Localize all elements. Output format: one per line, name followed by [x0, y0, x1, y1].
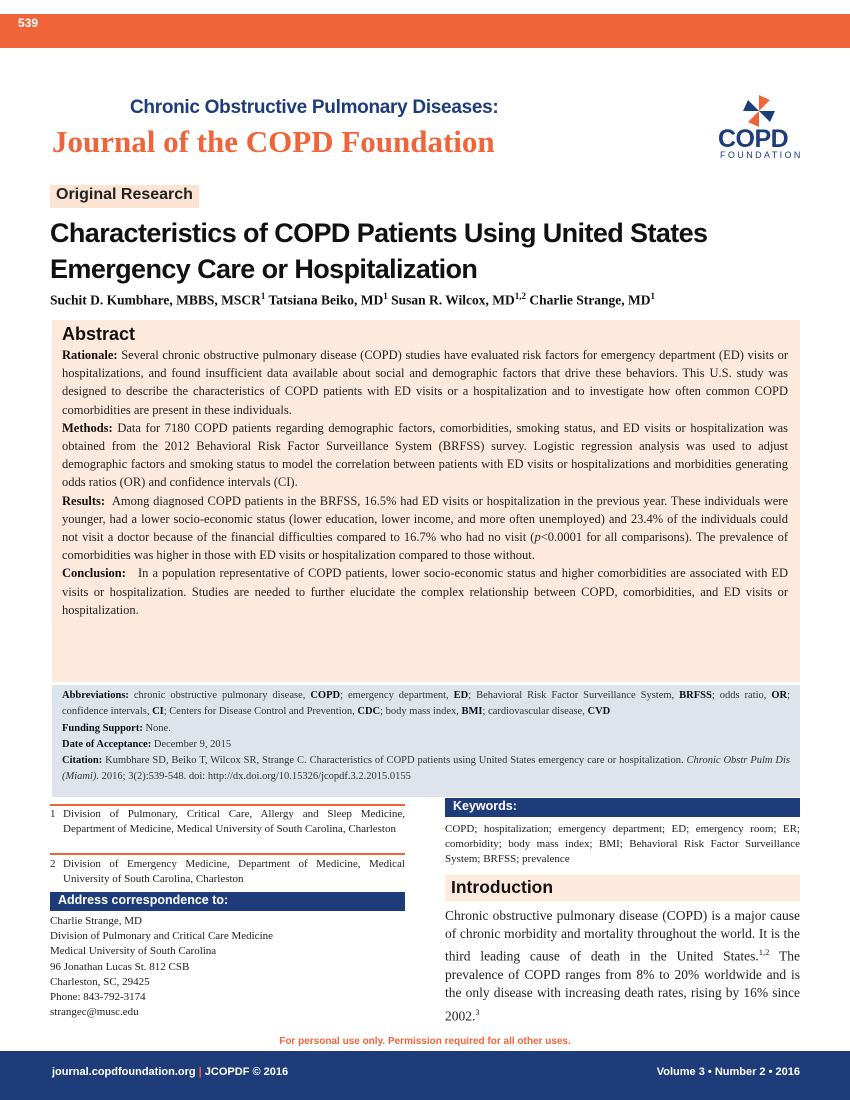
address-line: 96 Jonathan Lucas St. 812 CSB: [50, 960, 190, 973]
funding-support: Funding Support: None.: [62, 722, 171, 734]
logo-foundation-text: FOUNDATION: [720, 150, 803, 160]
address-line: Medical University of South Carolina: [50, 945, 217, 958]
author-affiliation: 1: [260, 291, 266, 301]
author-name: Suchit D. Kumbhare, MBBS, MSCR: [50, 292, 261, 308]
abbreviations: Abbreviations: chronic obstructive pulmonary disease, COPD; emergency department, ED; Behavioral Risk Factor Surveillance System, BRFSS; odds ratio, OR; confidence intervals, CI; Centers for Disease Control and Prevention, CDC; body mass index, BMI; cardiovascular disease, CVD: [62, 690, 791, 718]
abstract-methods: Methods: Data for 7180 COPD patients regarding demographic factors, comorbidities, smoking status, and ED visits or hospitalization was obtained from the 2012 Behavioral Risk Factor Surveillance System (BRFSS) survey. Logistic regression analysis was used to adjust demographic factors and smoking status to model the correlation between patients with ED visits or hospitalizations and morbidities generating odds ratios (OR) and confidence intervals (CI).: [62, 420, 788, 490]
abstract-rationale: Rationale: Several chronic obstructive pulmonary disease (COPD) studies have evaluated risk factors for emergency department (ED) visits or hospitalizations, and found insufficient data available about social and demographic factors that drive these behaviors. This U.S. study was designed to describe the characteristics of COPD patients with ED visits or a hospitalization and to investigate how often common COPD comorbidities are present in these individuals.: [62, 348, 789, 417]
footer-left: [52, 1066, 288, 1078]
author-list: [50, 291, 810, 309]
author-affiliation: 1,2: [514, 291, 526, 301]
keywords-heading: Keywords:: [445, 798, 800, 817]
divider: [50, 804, 405, 806]
abstract-results: Results: Among diagnosed COPD patients in the BRFSS, 16.5% had ED visits or hospitalization in the previous year. These individuals were younger, had a lower socio-economic status (lower education, lower income, and more often unemployed) and 23.4% of the individuals could not visit a doctor because of the financial difficulties compared to 16.7% who had no visit (p<0.0001 for all comparisons). The prevalence of comorbidities was higher in those with ED visits or hospitalization compared to those without.: [62, 493, 788, 563]
introduction-heading: Introduction: [445, 875, 800, 901]
top-page-bar: [0, 14, 850, 48]
address-line: Division of Pulmonary and Critical Care Medicine: [50, 930, 274, 943]
date-of-acceptance: Date of Acceptance: December 9, 2015: [62, 738, 232, 750]
footer-volume: Volume 3 • Number 2 • 2016: [656, 1066, 800, 1078]
logo-wordmark: COPD: [718, 125, 789, 153]
author-affiliation: 1: [650, 291, 655, 301]
article-type-tag: Original Research: [50, 185, 199, 208]
citation: Citation: Kumbhare SD, Beiko T, Wilcox SR, Strange C. Characteristics of COPD patients using United States emergency care or hospitalization. Chronic Obstr Pulm Dis (Miami). 2016; 3(2):539-548. doi: http://dx.doi.org/10.15326/jcopdf.3.2.2015.0155: [62, 755, 790, 783]
correspondence-address: [50, 914, 405, 1020]
author-name: Tatsiana Beiko, MD: [268, 292, 384, 308]
email-line[interactable]: strangec@musc.edu: [50, 1006, 139, 1019]
abstract-conclusion: Conclusion: In a population representative of COPD patients, lower socio-economic status and higher comorbidities are associated with ED visits or hospitalization. Studies are needed to further elucidate the complex relationship between COPD, comorbidities, and ED visits or hospitalization.: [62, 566, 789, 617]
author-name: Susan R. Wilcox, MD: [391, 292, 515, 308]
address-line: Charleston, SC, 29425: [50, 975, 150, 988]
keywords-text: COPD; hospitalization; emergency department; ED; emergency room; ER; comorbidity; body mass index; BMI; Behavioral Risk Factor Surveillance System; BRFSS; prevalence: [445, 823, 800, 865]
copd-foundation-logo: [712, 92, 812, 162]
author-name: Charlie Strange, MD: [529, 292, 651, 308]
page-footer: [0, 1051, 850, 1100]
article-title: Characteristics of COPD Patients Using United States Emergency Care or Hospitalization: [50, 218, 708, 284]
correspondence-heading: Address correspondence to:: [50, 892, 405, 911]
permission-notice: For personal use only. Permission required for all other uses.: [279, 1036, 571, 1047]
footer-separator: |: [195, 1066, 205, 1078]
abstract-box: [52, 320, 800, 682]
abstract-heading: Abstract: [62, 324, 136, 344]
journal-subtitle: Chronic Obstructive Pulmonary Diseases:: [130, 97, 499, 118]
introduction-text: Chronic obstructive pulmonary disease (COPD) is a major cause of chronic morbidity and mortality throughout the world. It is the third leading cause of death in the United States.$^{1,2}$ The prevalence of COPD ranges from 8% to 20% worldwide and is the only disease with increasing death rates, rising by 16% since 2002.$^3$: [445, 908, 800, 1024]
footer-copyright: JCOPDF © 2016: [204, 1066, 289, 1078]
address-line: Charlie Strange, MD: [50, 915, 142, 927]
page-number: 539: [18, 16, 39, 30]
journal-name: Journal of the COPD Foundation: [52, 124, 495, 159]
divider: [50, 853, 405, 855]
phone-line: Phone: 843-792-3174: [50, 991, 146, 1004]
author-affiliation: 1: [383, 291, 388, 301]
journal-website-link[interactable]: journal.copdfoundation.org: [52, 1066, 196, 1078]
article-metadata-box: [52, 685, 800, 797]
